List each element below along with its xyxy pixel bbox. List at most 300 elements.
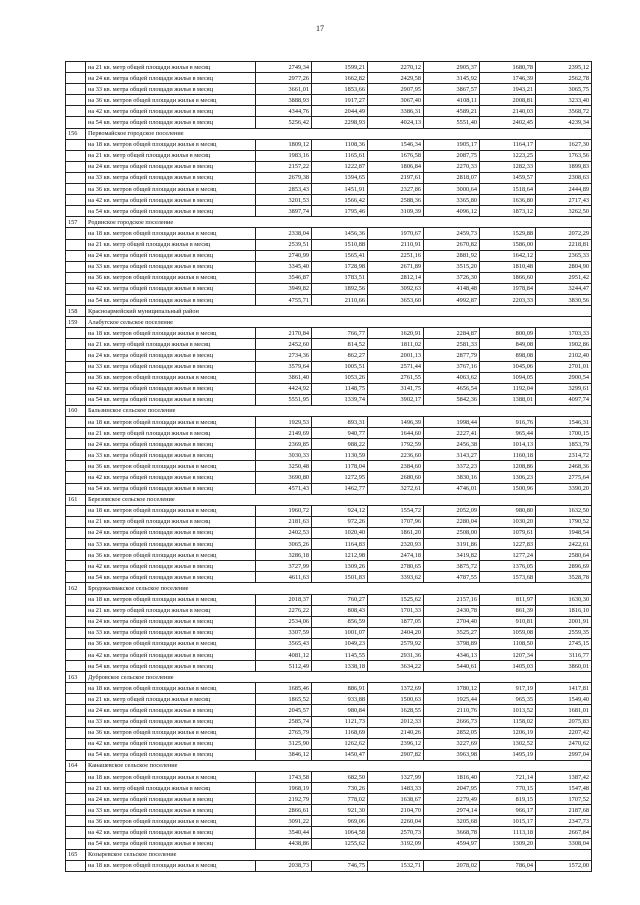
value-cell: 3727,99 [256,561,312,572]
value-cell: 2365,33 [536,250,592,261]
value-cell: 811,97 [480,594,536,605]
row-number-cell [66,417,86,428]
table-row [66,361,592,372]
row-number-cell [66,394,86,405]
value-cell: 5440,61 [424,661,480,672]
table-row [66,350,592,361]
area-norm-label: на 21 кв. метр общей площади жилья в месяц [86,339,256,350]
value-cell: 1636,80 [480,195,536,206]
area-norm-label: на 24 кв. метра общей площади жилья в месяц [86,616,256,627]
value-cell: 2562,78 [536,73,592,84]
value-cell: 2852,05 [424,727,480,738]
value-cell: 3419,82 [424,550,480,561]
area-norm-label: на 54 кв. метра общей площади жилья в месяц [86,206,256,217]
value-cell: 2087,75 [424,150,480,161]
value-cell: 4438,86 [256,838,312,849]
value-cell: 1960,72 [256,505,312,516]
value-cell: 1388,01 [480,394,536,405]
value-cell: 1662,82 [312,73,368,84]
area-norm-label: на 42 кв. метра общей площади жилья в месяц [86,738,256,749]
table-row [66,250,592,261]
value-cell: 3568,72 [536,106,592,117]
value-cell: 1853,79 [536,439,592,450]
value-cell: 3860,01 [536,661,592,672]
value-cell: 2104,70 [368,805,424,816]
table-row [66,505,592,516]
value-cell: 4594,97 [424,838,480,849]
value-cell: 1339,74 [312,394,368,405]
settlement-name: Бальзинское сельское поселение [86,405,592,416]
row-number-cell [66,772,86,783]
row-number-cell [66,705,86,716]
value-cell: 2775,64 [536,472,592,483]
table-row [66,294,592,305]
area-norm-label: на 42 кв. метра общей площади жилья в месяц [86,561,256,572]
value-cell: 2052,09 [424,505,480,516]
value-cell: 2320,93 [368,539,424,550]
table-row [66,439,592,450]
value-cell: 3767,16 [424,361,480,372]
table-row [66,417,592,428]
value-cell: 2444,89 [536,184,592,195]
value-cell: 3830,56 [536,294,592,305]
value-cell: 3528,78 [536,572,592,583]
value-cell: 886,91 [312,683,368,694]
value-cell: 2012,33 [368,716,424,727]
value-cell: 1495,19 [480,749,536,760]
settlement-header-row [66,217,592,228]
value-cell: 766,77 [312,328,368,339]
value-cell: 3201,53 [256,195,312,206]
value-cell: 3634,22 [368,661,424,672]
value-cell: 2045,57 [256,705,312,716]
value-cell: 2734,36 [256,350,312,361]
value-cell: 1929,53 [256,417,312,428]
area-norm-label: на 36 кв. метров общей площади жилья в месяц [86,816,256,827]
value-cell: 1302,52 [480,738,536,749]
row-number-cell [66,638,86,649]
value-cell: 2047,95 [424,783,480,794]
value-cell: 965,35 [480,694,536,705]
value-cell: 1816,40 [424,772,480,783]
value-cell: 940,77 [312,428,368,439]
row-number-cell [66,605,86,616]
value-cell: 3192,09 [368,838,424,849]
value-cell: 1165,61 [312,150,368,161]
value-cell: 1572,00 [536,860,592,871]
value-cell: 2001,13 [368,350,424,361]
value-cell: 2008,81 [480,95,536,106]
value-cell: 2038,73 [256,860,312,871]
table-row [66,272,592,283]
value-cell: 1064,58 [312,827,368,838]
value-cell: 3661,01 [256,84,312,95]
value-cell: 1207,34 [480,649,536,660]
row-number-cell [66,106,86,117]
row-number: 163 [66,672,86,683]
table-row [66,73,592,84]
value-cell: 1015,17 [480,816,536,827]
table-row [66,605,592,616]
value-cell: 1627,30 [536,139,592,150]
value-cell: 1049,23 [312,638,368,649]
value-cell: 2761,55 [368,372,424,383]
row-number-cell [66,716,86,727]
value-cell: 2369,85 [256,439,312,450]
table-row [66,195,592,206]
value-cell: 2749,34 [256,62,312,73]
value-cell: 2974,14 [424,805,480,816]
value-cell: 1978,84 [480,283,536,294]
value-cell: 1728,98 [312,261,368,272]
value-cell: 917,19 [480,683,536,694]
row-number-cell [66,372,86,383]
row-number-cell [66,472,86,483]
value-cell: 1113,18 [480,827,536,838]
settlement-header-row [66,128,592,139]
value-cell: 3272,61 [368,483,424,494]
table-row [66,838,592,849]
value-cell: 980,84 [312,705,368,716]
value-cell: 1707,96 [368,516,424,527]
value-cell: 2327,86 [368,184,424,195]
value-cell: 2881,92 [424,250,480,261]
value-cell: 1094,05 [480,372,536,383]
value-cell: 2149,69 [256,428,312,439]
value-cell: 2251,16 [368,250,424,261]
area-norm-label: на 54 кв. метра общей площади жилья в месяц [86,294,256,305]
row-number-cell [66,383,86,394]
value-cell: 2818,07 [424,172,480,183]
value-cell: 2402,53 [256,527,312,538]
value-cell: 1272,95 [312,472,368,483]
area-norm-label: на 24 кв. метра общей площади жилья в месяц [86,439,256,450]
row-number-cell [66,572,86,583]
value-cell: 814,52 [312,339,368,350]
row-number-cell [66,561,86,572]
table-row [66,594,592,605]
table-row [66,261,592,272]
row-number: 164 [66,760,86,771]
value-cell: 5842,36 [424,394,480,405]
value-cell: 3091,22 [256,816,312,827]
value-cell: 4096,12 [424,206,480,217]
value-cell: 1338,18 [312,661,368,672]
value-cell: 2907,95 [368,84,424,95]
value-cell: 2459,73 [424,228,480,239]
value-cell: 1121,73 [312,716,368,727]
value-cell: 1417,81 [536,683,592,694]
value-cell: 4346,13 [424,649,480,660]
value-cell: 3065,75 [536,84,592,95]
area-norm-label: на 18 кв. метров общей площади жилья в месяц [86,328,256,339]
value-cell: 2044,49 [312,106,368,117]
row-number-cell [66,661,86,672]
value-cell: 2404,20 [368,627,424,638]
table-row [66,638,592,649]
value-cell: 5551,40 [424,117,480,128]
value-cell: 4571,43 [256,483,312,494]
row-number-cell [66,283,86,294]
row-number-cell [66,95,86,106]
area-norm-label: на 24 кв. метра общей площади жилья в месяц [86,73,256,84]
value-cell: 2877,79 [424,350,480,361]
value-cell: 1701,33 [368,605,424,616]
value-cell: 933,88 [312,694,368,705]
value-cell: 1746,39 [480,73,536,84]
value-cell: 3191,86 [424,539,480,550]
value-cell: 2931,36 [368,649,424,660]
settlement-header-row [66,583,592,594]
area-norm-label: на 33 кв. метра общей площади жилья в месяц [86,627,256,638]
value-cell: 778,02 [312,794,368,805]
value-cell: 2585,74 [256,716,312,727]
value-cell: 3250,48 [256,461,312,472]
value-cell: 1001,07 [312,627,368,638]
value-cell: 2539,51 [256,239,312,250]
row-number-cell [66,749,86,760]
value-cell: 3726,30 [424,272,480,283]
value-cell: 4024,13 [368,117,424,128]
row-number-cell [66,117,86,128]
area-norm-label: на 36 кв. метров общей площади жилья в месяц [86,727,256,738]
area-norm-label: на 54 кв. метра общей площади жилья в месяц [86,661,256,672]
value-cell: 3030,33 [256,450,312,461]
value-cell: 1108,50 [480,638,536,649]
value-cell: 1899,83 [536,161,592,172]
value-cell: 2580,64 [536,550,592,561]
table-row [66,572,592,583]
value-cell: 2896,69 [536,561,592,572]
table-row [66,450,592,461]
table-row [66,228,592,239]
value-cell: 3109,39 [368,206,424,217]
area-norm-label: на 36 кв. метров общей площади жилья в месяц [86,272,256,283]
value-cell: 3540,44 [256,827,312,838]
value-cell: 746,75 [312,860,368,871]
row-number-cell [66,827,86,838]
area-norm-label: на 42 кв. метра общей площади жилья в месяц [86,195,256,206]
settlement-name: Родинское городское поселение [86,217,592,228]
settlement-header-row [66,760,592,771]
value-cell: 3308,04 [536,838,592,849]
value-cell: 1394,65 [312,172,368,183]
row-number-cell [66,838,86,849]
table-row [66,383,592,394]
value-cell: 3653,60 [368,294,424,305]
value-cell: 2140,26 [368,727,424,738]
value-cell: 3345,40 [256,261,312,272]
value-cell: 808,43 [312,605,368,616]
value-cell: 819,15 [480,794,536,805]
value-cell: 2218,81 [536,239,592,250]
value-cell: 4992,87 [424,294,480,305]
table-row [66,738,592,749]
settlement-name: Козыревское сельское поселение [86,849,592,860]
settlement-header-row [66,672,592,683]
tariff-table-body [66,62,592,872]
value-cell: 1816,10 [536,605,592,616]
value-cell: 1865,52 [256,694,312,705]
value-cell: 2110,91 [368,239,424,250]
value-cell: 2456,38 [424,439,480,450]
value-cell: 2260,04 [368,816,424,827]
value-cell: 1277,24 [480,550,536,561]
value-cell: 3143,27 [424,450,480,461]
table-row [66,550,592,561]
value-cell: 1518,64 [480,184,536,195]
value-cell: 2422,61 [536,539,592,550]
value-cell: 1566,42 [312,195,368,206]
row-number-cell [66,627,86,638]
value-cell: 1130,59 [312,450,368,461]
value-cell: 2140,03 [480,106,536,117]
value-cell: 1790,52 [536,516,592,527]
area-norm-label: на 42 кв. метра общей площади жилья в месяц [86,827,256,838]
value-cell: 2187,68 [536,805,592,816]
value-cell: 2997,04 [536,749,592,760]
area-norm-label: на 33 кв. метра общей площади жилья в месяц [86,84,256,95]
value-cell: 1565,41 [312,250,368,261]
row-number-cell [66,805,86,816]
value-cell: 3390,20 [536,483,592,494]
row-number-cell [66,816,86,827]
value-cell: 1223,25 [480,150,536,161]
value-cell: 3262,50 [536,206,592,217]
value-cell: 1628,55 [368,705,424,716]
row-number-cell [66,516,86,527]
area-norm-label: на 21 кв. метр общей площади жилья в месяц [86,428,256,439]
value-cell: 1998,44 [424,417,480,428]
value-cell: 2429,58 [368,73,424,84]
area-norm-label: на 21 кв. метр общей площади жилья в месяц [86,150,256,161]
value-cell: 1262,62 [312,738,368,749]
value-cell: 2704,40 [424,616,480,627]
value-cell: 1983,16 [256,150,312,161]
value-cell: 1212,98 [312,550,368,561]
value-cell: 1451,91 [312,184,368,195]
value-cell: 1783,51 [312,272,368,283]
area-norm-label: на 33 кв. метра общей площади жилья в месяц [86,361,256,372]
value-cell: 861,39 [480,605,536,616]
value-cell: 1547,48 [536,783,592,794]
area-norm-label: на 24 кв. метра общей площади жилья в месяц [86,794,256,805]
value-cell: 3307,59 [256,627,312,638]
value-cell: 4656,54 [424,383,480,394]
table-row [66,539,592,550]
value-cell: 786,04 [480,860,536,871]
value-cell: 1045,06 [480,361,536,372]
value-cell: 1873,12 [480,206,536,217]
value-cell: 2780,65 [368,561,424,572]
row-number-cell [66,860,86,871]
value-cell: 1206,19 [480,727,536,738]
value-cell: 3372,23 [424,461,480,472]
row-number-cell [66,150,86,161]
value-cell: 4148,48 [424,283,480,294]
value-cell: 849,08 [480,339,536,350]
value-cell: 2812,14 [368,272,424,283]
value-cell: 1743,58 [256,772,312,783]
table-row [66,172,592,183]
area-norm-label: на 21 кв. метр общей площади жилья в месяц [86,694,256,705]
value-cell: 3902,17 [368,394,424,405]
value-cell: 2581,33 [424,339,480,350]
value-cell: 4097,74 [536,394,592,405]
value-cell: 1222,87 [312,161,368,172]
value-cell: 1795,46 [312,206,368,217]
value-cell: 1309,20 [480,838,536,849]
value-cell: 1529,88 [480,228,536,239]
value-cell: 1483,33 [368,783,424,794]
area-norm-label: на 33 кв. метра общей площади жилья в месяц [86,172,256,183]
value-cell: 2270,33 [424,161,480,172]
table-row [66,339,592,350]
value-cell: 1811,02 [368,339,424,350]
value-cell: 1459,57 [480,172,536,183]
value-cell: 3668,78 [424,827,480,838]
row-number-cell [66,694,86,705]
value-cell: 2717,43 [536,195,592,206]
value-cell: 1905,17 [424,139,480,150]
value-cell: 3145,92 [424,73,480,84]
value-cell: 1853,66 [312,84,368,95]
value-cell: 2907,82 [368,749,424,760]
value-cell: 1014,13 [480,439,536,450]
value-cell: 3690,80 [256,472,312,483]
row-number-cell [66,294,86,305]
table-row [66,716,592,727]
value-cell: 3798,89 [424,638,480,649]
table-row [66,749,592,760]
table-row [66,472,592,483]
value-cell: 1546,34 [368,139,424,150]
value-cell: 2308,63 [536,172,592,183]
value-cell: 760,27 [312,594,368,605]
value-cell: 2579,92 [368,638,424,649]
settlement-name: Бродокалмакское сельское поселение [86,583,592,594]
value-cell: 1586,00 [480,239,536,250]
value-cell: 1164,83 [312,539,368,550]
value-cell: 3244,47 [536,283,592,294]
value-cell: 2670,82 [424,239,480,250]
table-row [66,805,592,816]
value-cell: 2110,76 [424,705,480,716]
value-cell: 1676,58 [368,150,424,161]
value-cell: 2951,42 [536,272,592,283]
value-cell: 2384,60 [368,461,424,472]
table-row [66,428,592,439]
value-cell: 1681,01 [536,705,592,716]
value-cell: 2679,38 [256,172,312,183]
table-row [66,816,592,827]
area-norm-label: на 18 кв. метров общей площади жилья в месяц [86,594,256,605]
table-row [66,794,592,805]
settlement-header-row [66,494,592,505]
area-norm-label: на 18 кв. метров общей площади жилья в месяц [86,417,256,428]
value-cell: 2170,84 [256,328,312,339]
value-cell: 1792,59 [368,439,424,450]
value-cell: 2905,37 [424,62,480,73]
row-number-cell [66,239,86,250]
value-cell: 1005,51 [312,361,368,372]
value-cell: 2430,78 [424,605,480,616]
value-cell: 1780,12 [424,683,480,694]
value-cell: 2157,22 [256,161,312,172]
value-cell: 3897,74 [256,206,312,217]
value-cell: 5256,42 [256,117,312,128]
value-cell: 1372,69 [368,683,424,694]
